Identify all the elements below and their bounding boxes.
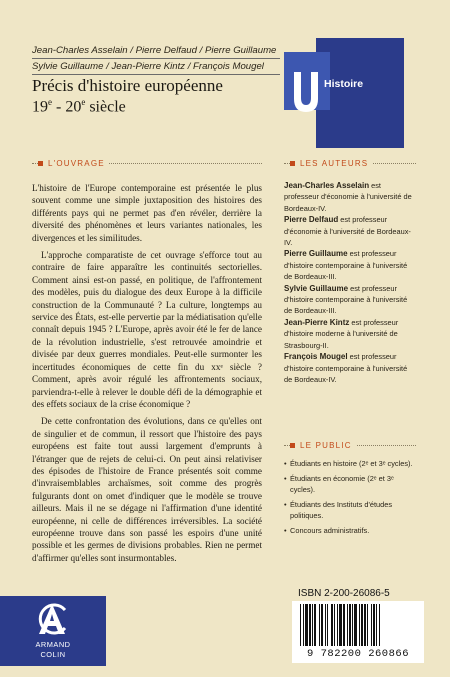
author-entry: François Mougel est professeur d'histoire contemporaine à l'université de Bordeaux-IV. <box>284 352 408 384</box>
barcode-bar <box>379 604 380 646</box>
square-bullet-icon <box>290 161 295 166</box>
public-heading: LE PUBLIC <box>290 441 356 450</box>
auteurs-heading: LES AUTEURS <box>290 159 372 168</box>
publisher-line-2: COLIN <box>40 650 66 659</box>
barcode-bar <box>373 604 375 646</box>
collection-label: Histoire <box>324 78 364 90</box>
barcode-bar <box>314 604 316 646</box>
book-subtitle: 19e - 20e siècle <box>32 97 126 116</box>
square-bullet-icon <box>38 161 43 166</box>
author-entry: Jean-Charles Asselain est professeur d'économie à l'université de Bordeaux-IV. <box>284 181 412 213</box>
barcode-bar <box>334 604 335 646</box>
barcode-bar <box>364 604 366 646</box>
barcode-bar <box>371 604 372 646</box>
barcode-bar <box>325 604 326 646</box>
barcode-bar <box>352 604 353 646</box>
barcode-bar <box>359 604 360 646</box>
author-credits <box>32 44 280 76</box>
author-entry: Sylvie Guillaume est professeur d'histoire contemporaine à l'université de Bordeaux-III. <box>284 283 408 316</box>
paragraph: L'histoire de l'Europe contemporaine est présentée le plus souvent comme une simple juxtaposition des histoires des différents pays qui ne permet pas d'en révéler, derrière la diversité des phénomènes et leurs variantes nationales, les divergences et les similitudes. <box>32 183 262 243</box>
paragraph: De cette confrontation des évolutions, dans ce qu'elles ont de singulier et de commun, il ressort que l'histoire des pays européens est faite tout aussi largement d'emprunts à l'étranger que de rejets de celui-ci. On peut ainsi relativiser des épisodes de l'histoire de France présentés soit comme d'invraisemblables archaïsmes, soit comme des progrès fulgurants dont on omet d'indiquer que le modèle se trouve ailleurs. Mais il ne se dégage ni l'affirmation d'une identité européenne, ni celle de différences irréversibles. La société européenne trouve dans son passé les espoirs d'une unité possible et les germes de divisions probables. Rien ne permet d'affirmer qu'elles sont insurmontables. <box>32 416 262 563</box>
barcode-bar <box>343 604 345 646</box>
barcode-bar <box>354 604 357 646</box>
armand-colin-monogram-icon <box>35 602 69 636</box>
public-list <box>284 458 416 540</box>
authors-line-1: Jean-Charles Asselain / Pierre Delfaud / Pierre Guillaume <box>32 44 280 59</box>
barcode <box>292 601 424 663</box>
barcode-bar <box>331 604 333 646</box>
isbn: ISBN 2-200-26086-5 <box>298 588 390 599</box>
author-entry: Pierre Delfaud est professeur d'économie à l'université de Bordeaux-IV. <box>284 215 411 248</box>
bullet-icon: • <box>284 525 287 535</box>
barcode-bar <box>300 604 301 646</box>
ouvrage-heading: L'OUVRAGE <box>38 159 109 168</box>
barcode-bar <box>312 604 313 646</box>
list-item: • Étudiants en économie (2ᵉ et 3ᵉ cycles). <box>284 473 394 495</box>
square-bullet-icon <box>290 443 295 448</box>
barcode-bar <box>347 604 348 646</box>
barcode-bar <box>303 604 304 646</box>
ouvrage-text <box>32 182 262 569</box>
bullet-icon: • <box>284 459 287 468</box>
barcode-bar <box>327 604 328 646</box>
barcode-bar <box>319 604 320 646</box>
publisher-logo <box>0 596 106 666</box>
barcode-bar <box>321 604 323 646</box>
publisher-line-1: ARMAND <box>35 640 71 649</box>
book-title: Précis d'histoire européenne <box>32 76 223 95</box>
barcode-bar <box>305 604 308 646</box>
author-list <box>284 180 416 385</box>
barcode-bar <box>349 604 351 646</box>
barcode-bar <box>309 604 311 646</box>
bullet-icon: • <box>284 499 287 509</box>
collection-brand <box>284 38 404 148</box>
barcode-bar <box>337 604 338 646</box>
barcode-bar <box>361 604 363 646</box>
barcode-bars <box>298 604 418 648</box>
barcode-bar <box>339 604 342 646</box>
barcode-number: 9 782200 260866 <box>306 648 409 660</box>
barcode-bar <box>376 604 377 646</box>
authors-line-2: Sylvie Guillaume / Jean-Pierre Kintz / François Mougel <box>32 60 280 75</box>
barcode-bar <box>367 604 368 646</box>
author-entry: Pierre Guillaume est professeur d'histoire contemporaine à l'université de Bordeaux-III. <box>284 249 408 282</box>
list-item: • Concours administratifs. <box>284 525 370 535</box>
bullet-icon: • <box>284 473 287 483</box>
list-item: • Étudiants en histoire (2ᵉ et 3ᵉ cycles). <box>284 459 413 468</box>
u-logo-icon <box>292 72 320 114</box>
paragraph: L'approche comparatiste de cet ouvrage s'efforce tout au contraire de faire apparaître les continuités sectorielles. Comment ainsi est-on passé, en politique, de l'affrontement des modèles, puis du dialogue des deux Europe à la difficile construction de la Communauté ? La culture, longtemps au service des États, est-elle pervertie par la médiatisation qu'elle connaît depuis 1945 ? L'Europe, après avoir été le fer de lance de la révolution industrielle, s'est retrouvée amoindrie et divisée par deux guerres mondiales. Peut-elle surmonter les incertitudes économiques de cette fin du xxᵉ siècle ? Comment, après avoir régulé les affrontements sociaux, parviendra-t-elle à relever le double défi de la démographie et des effets sociaux de la crise économique ? <box>32 250 262 409</box>
list-item: • Étudiants des Instituts d'études politiques. <box>284 499 393 521</box>
author-entry: Jean-Pierre Kintz est professeur d'histoire moderne à l'université de Strasbourg-II. <box>284 317 399 350</box>
